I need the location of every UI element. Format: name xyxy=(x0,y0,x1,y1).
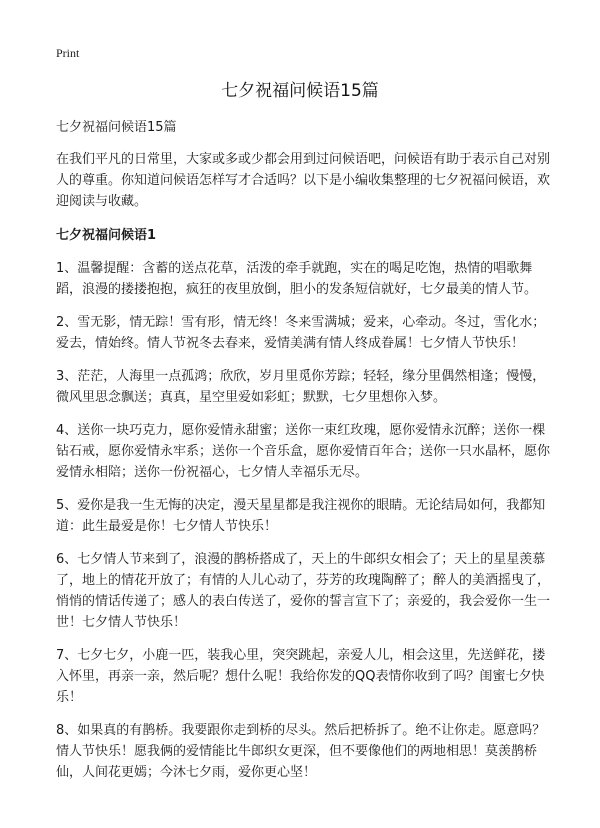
list-item: 5、爱你是我一生无悔的决定，漫天星星都是我注视你的眼睛。无论结局如何，我都知道：此生最爱是你！七夕情人节快乐！ xyxy=(56,498,546,534)
list-item: 6、七夕情人节来到了，浪漫的鹊桥搭成了，天上的牛郎织女相会了；天上的星星羡慕了，地上的情花开放了；有情的人儿心动了，芬芳的玫瑰陶醉了；醉人的美酒摇曳了，悄悄的情话传递了；感人的表白传送了，爱你的誓言宣下了；亲爱的，我会爱你一生一世！七夕情人节快乐！ xyxy=(56,552,551,630)
list-item: 7、七夕七夕，小鹿一匹，装我心里，突突跳起，亲爱人儿，相会这里，先送鲜花，搂入怀里，再亲一亲，然后呢？想什么呢！我给你发的QQ表情你收到了吗？闺蜜七夕快乐！ xyxy=(56,648,546,705)
list-item: 8、如果真的有鹊桥。我要跟你走到桥的尽头。然后把桥拆了。绝不让你走。愿意吗？情人节快乐！愿我俩的爱情能比牛郎织女更深，但不要像他们的两地相思！莫羡鹊桥仙，人间花更嫣；今沐七夕雨，爱你更心坚！ xyxy=(56,723,546,780)
list-item: 4、送你一块巧克力，愿你爱情永甜蜜；送你一束红玫瑰，愿你爱情永沉醉；送你一棵钻石戒，愿你爱情永牢系；送你一个音乐盒，愿你爱情百年合；送你一只水晶杯，愿你爱情永相陪；送你一份祝福心，七夕情人幸福乐无尽。 xyxy=(56,423,551,480)
section-heading: 七夕祝福问候语1 xyxy=(56,228,157,243)
document-subtitle: 七夕祝福问候语15篇 xyxy=(56,120,177,135)
list-item: 3、茫茫，人海里一点孤鸿；欣欣，岁月里觅你芳踪；轻轻，缘分里偶然相逢；慢慢，微风里思念飘送；真真，星空里爱如彩虹；默默，七夕里想你入梦。 xyxy=(56,369,546,405)
list-item: 2、雪无影，情无踪！雪有形，情无终！冬来雪满城；爱来，心牵动。冬过，雪化水；爱去，情始终。情人节祝冬去春来，爱情美满有情人终成眷属！七夕情人节快乐！ xyxy=(56,315,546,351)
page-title: 七夕祝福问候语15篇 xyxy=(221,81,379,101)
intro-paragraph: 在我们平凡的日常里，大家或多或少都会用到过问候语吧，问候语有助于表示自己对别人的尊重。你知道问候语怎样写才合适吗？以下是小编收集整理的七夕祝福问候语，欢迎阅读与收藏。 xyxy=(56,152,551,209)
list-item: 1、温馨提醒：含蓄的送点花草，活泼的牵手就跑，实在的喝足吃饱，热情的唱歌舞蹈，浪漫的搂搂抱抱，疯狂的夜里放倒，胆小的发条短信就好，七夕最美的情人节。 xyxy=(56,261,538,297)
print-link[interactable]: Print xyxy=(56,46,80,60)
document-body xyxy=(56,117,552,795)
